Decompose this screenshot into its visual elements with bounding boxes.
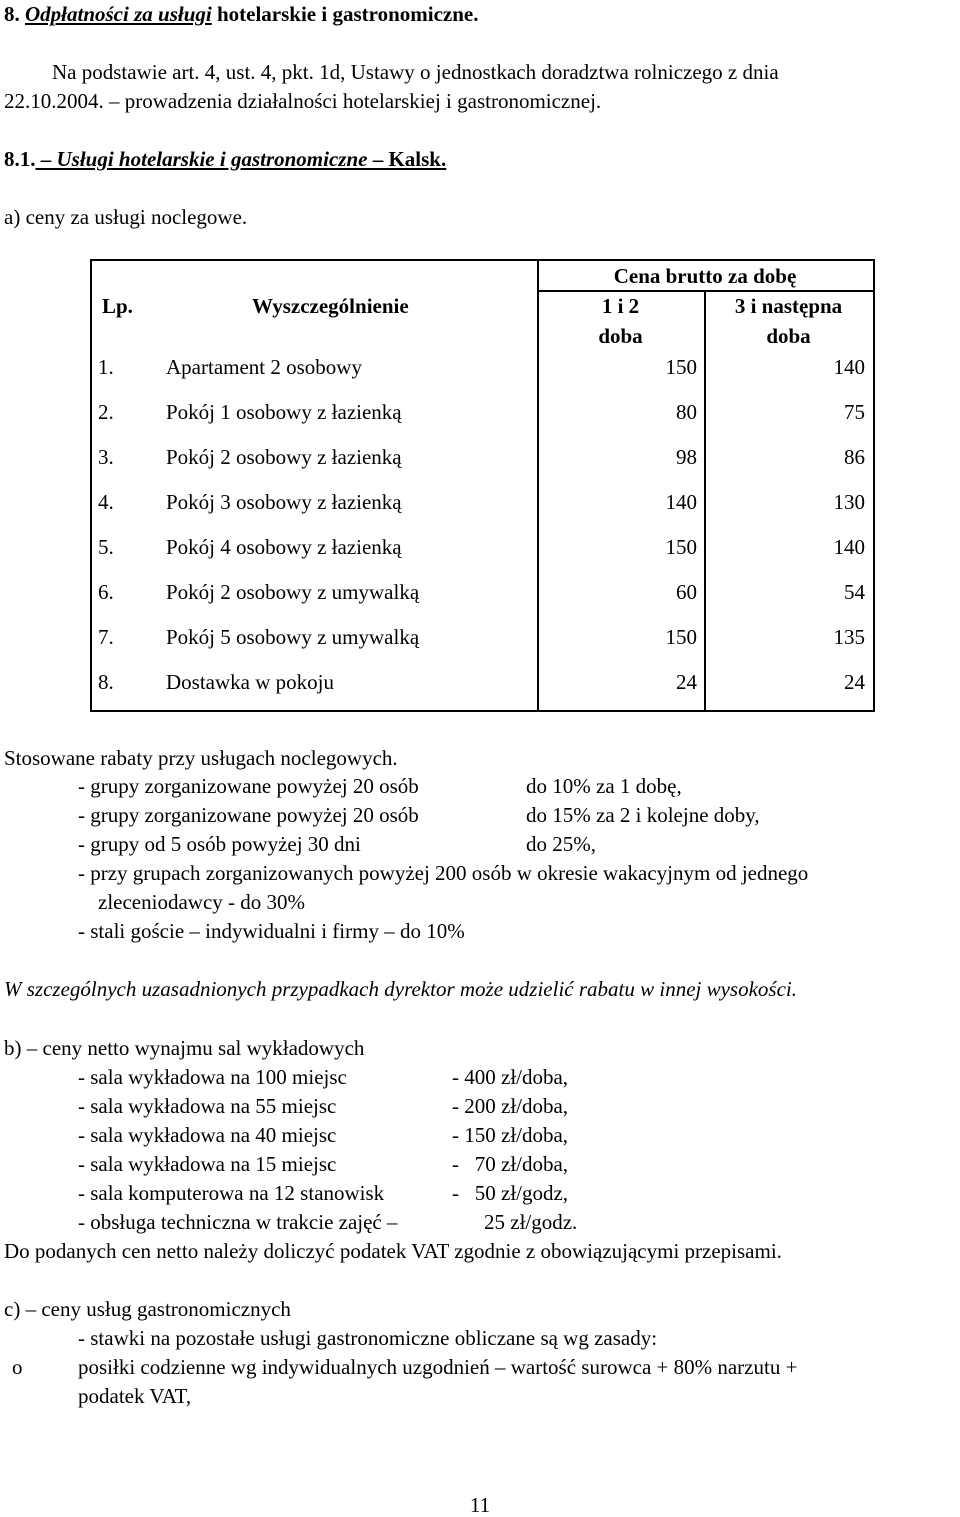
row-price-3plus: 54 (844, 580, 865, 604)
row-description: Dostawka w pokoju (166, 670, 334, 694)
row-number: 1. (98, 355, 114, 379)
row-description: Pokój 3 osobowy z łazienką (166, 490, 402, 514)
discount-large-groups-line-1: - przy grupach zorganizowanych powyżej 200 osób w okresie wakacyjnym od jednego (78, 861, 809, 885)
row-number: 3. (98, 445, 114, 469)
hall-item-right: 25 zł/godz. (484, 1210, 578, 1234)
discount-item-right: do 10% za 1 dobę, (526, 774, 682, 798)
row-number: 7. (98, 625, 114, 649)
hall-item-left: - obsługa techniczna w trakcie zajęć – (78, 1210, 398, 1234)
hall-item-right: - 50 zł/godz, (452, 1181, 569, 1205)
section-title-italic: Odpłatności za usługi (25, 2, 212, 26)
header-col2-line1: 3 i następna (734, 294, 843, 318)
row-price-3plus: 86 (844, 445, 865, 469)
row-description: Pokój 2 osobowy z umywalką (166, 580, 420, 604)
discount-note: W szczególnych uzasadnionych przypadkach dyrektor może udzielić rabatu w innej wysokości. (4, 977, 797, 1001)
row-price-1-2: 150 (665, 535, 697, 559)
row-description: Pokój 5 osobowy z umywalką (166, 625, 420, 649)
discount-item-right: do 15% za 2 i kolejne doby, (526, 803, 760, 827)
subsection-number: 8.1. (4, 147, 36, 171)
row-price-3plus: 130 (833, 490, 865, 514)
row-description: Pokój 1 osobowy z łazienką (166, 400, 402, 424)
section-number: 8. (4, 2, 20, 26)
hall-item-left: - sala wykładowa na 100 miejsc (78, 1065, 347, 1089)
row-description: Pokój 2 osobowy z łazienką (166, 445, 402, 469)
row-price-1-2: 98 (676, 445, 697, 469)
header-col2-line2: doba (766, 324, 811, 348)
discount-item-left: - grupy zorganizowane powyżej 20 osób (78, 803, 419, 827)
header-price-group: Cena brutto za dobę (613, 264, 797, 288)
table-divider-cols (704, 290, 706, 710)
section-heading (4, 2, 478, 26)
row-price-1-2: 24 (676, 670, 697, 694)
hall-item-left: - sala komputerowa na 12 stanowisk (78, 1181, 385, 1205)
part-a-label: a) ceny za usługi noclegowe. (4, 205, 248, 229)
row-price-1-2: 150 (665, 625, 697, 649)
part-c-label: c) – ceny usług gastronomicznych (4, 1297, 291, 1321)
row-price-1-2: 140 (665, 490, 697, 514)
row-number: 5. (98, 535, 114, 559)
discount-large-groups-line-2: zleceniodawcy - do 30% (98, 890, 305, 914)
row-price-3plus: 135 (833, 625, 865, 649)
hall-item-right: - 70 zł/doba, (452, 1152, 569, 1176)
header-lp: Lp. (102, 294, 133, 318)
intro-line-2: 22.10.2004. – prowadzenia działalności hotelarskiej i gastronomicznej. (4, 89, 602, 113)
hall-item-right: - 150 zł/doba, (452, 1123, 569, 1147)
discount-item-right: do 25%, (526, 832, 596, 856)
subsection-dash: – (35, 147, 57, 171)
subsection-title-italic: Usługi hotelarskie i gastronomiczne (56, 147, 368, 171)
part-b-label: b) – ceny netto wynajmu sal wykładowych (4, 1036, 365, 1060)
vat-note: Do podanych cen netto należy doliczyć podatek VAT zgodnie z obowiązującymi przepisami. (4, 1239, 782, 1263)
row-price-1-2: 80 (676, 400, 697, 424)
row-price-1-2: 60 (676, 580, 697, 604)
hall-item-left: - sala wykładowa na 40 miejsc (78, 1123, 337, 1147)
row-price-3plus: 140 (833, 355, 865, 379)
header-col1-line2: doba (598, 324, 643, 348)
header-col1-line1: 1 i 2 (601, 294, 640, 318)
bullet-marker: o (12, 1355, 23, 1379)
row-price-3plus: 75 (844, 400, 865, 424)
hall-item-left: - sala wykładowa na 55 miejsc (78, 1094, 337, 1118)
row-number: 6. (98, 580, 114, 604)
discount-item-left: - grupy od 5 osób powyżej 30 dni (78, 832, 361, 856)
hall-item-right: - 400 zł/doba, (452, 1065, 569, 1089)
intro-line-1: Na podstawie art. 4, ust. 4, pkt. 1d, Ustawy o jednostkach doradztwa rolniczego z dnia (52, 60, 779, 84)
row-description: Apartament 2 osobowy (166, 355, 362, 379)
row-description: Pokój 4 osobowy z łazienką (166, 535, 402, 559)
row-price-1-2: 150 (665, 355, 697, 379)
discounts-title: Stosowane rabaty przy usługach noclegowych. (4, 746, 398, 770)
subsection-title-rest: – Kalsk. (367, 147, 447, 171)
bullet-line-1: posiłki codzienne wg indywidualnych uzgodnień – wartość surowca + 80% narzutu + (78, 1355, 798, 1379)
discount-regulars: - stali goście – indywidualni i firmy – do 10% (78, 919, 465, 943)
subsection-heading (4, 147, 446, 171)
bullet-line-2: podatek VAT, (78, 1384, 192, 1408)
row-price-3plus: 24 (844, 670, 865, 694)
row-number: 8. (98, 670, 114, 694)
hall-item-right: - 200 zł/doba, (452, 1094, 569, 1118)
table-header-rule (537, 290, 873, 292)
hall-item-left: - sala wykładowa na 15 miejsc (78, 1152, 337, 1176)
row-number: 4. (98, 490, 114, 514)
header-description: Wyszczególnienie (252, 294, 409, 318)
page-number: 11 (469, 1493, 491, 1517)
section-title-rest: hotelarskie i gastronomiczne. (211, 2, 479, 26)
discount-item-left: - grupy zorganizowane powyżej 20 osób (78, 774, 419, 798)
row-price-3plus: 140 (833, 535, 865, 559)
gastronomy-rates-line: - stawki na pozostałe usługi gastronomiczne obliczane są wg zasady: (78, 1326, 658, 1350)
row-number: 2. (98, 400, 114, 424)
